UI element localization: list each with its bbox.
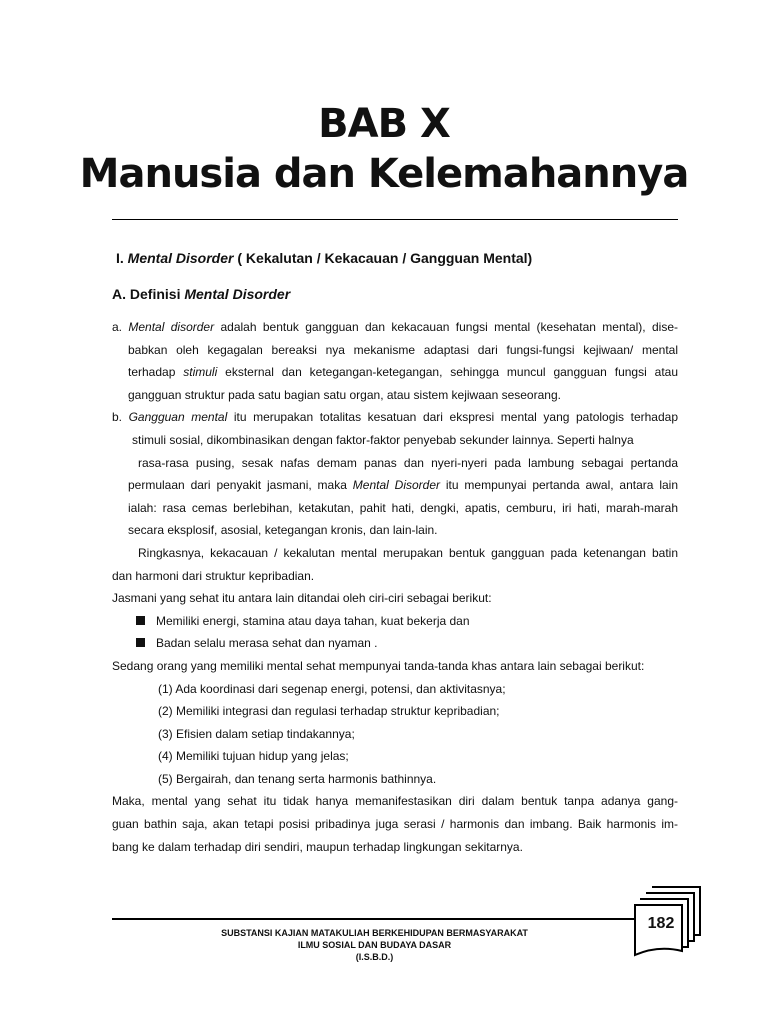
list-item: [112, 610, 678, 633]
term: Mental Disorder: [352, 478, 441, 493]
paragraph-line: stimuli sosial, dikombinasikan dengan faktor-faktor penyebab sekunder lainnya. Seperti halnya: [132, 432, 634, 447]
text: terhadap: [128, 365, 184, 380]
paragraph-line: Ringkasnya, kekacauan / kekalutan mental merupakan bentuk gangguan pada ketenangan batin: [138, 545, 678, 560]
title-divider: [112, 219, 678, 220]
text: eksternal dan ketegangan-ketegangan, sehingga muncul gangguan fungsi atau: [217, 365, 678, 380]
text: itu mempunyai pertanda awal, antara lain: [440, 478, 679, 493]
body-text: [112, 316, 678, 858]
footer-divider: [112, 918, 638, 920]
paragraph-line: Jasmani yang sehat itu antara lain ditandai oleh ciri-ciri sebagai berikut:: [112, 591, 492, 606]
section-rest: ( Kekalutan / Kekacauan / Gangguan Mental): [233, 250, 533, 266]
chapter-number: BAB X: [318, 101, 450, 147]
paragraph-line: ialah: rasa cemas berlebihan, ketakutan, pahit hati, dengki, apatis, cemburu, iri hati, marah-marah: [128, 500, 678, 515]
paragraph-line: rasa-rasa pusing, sesak nafas demam panas dan nyeri-nyeri pada lambung sebagai pertanda: [138, 455, 678, 470]
text: permulaan dari penyakit jasmani, maka: [128, 478, 353, 493]
item-label: a.: [112, 320, 129, 334]
paragraph-line: dan harmoni dari struktur kepribadian.: [112, 568, 315, 583]
text: adalah bentuk gangguan dan kekacauan fungsi mental (kesehatan mental), dise-: [214, 320, 678, 334]
numbered-item: (1) Ada koordinasi dari segenap energi, potensi, dan aktivitasnya;: [158, 681, 506, 696]
term: Gangguan mental: [128, 410, 228, 425]
paragraph-line: guan bathin saja, akan tetapi posisi pribadinya juga serasi / harmonis dan imbang. Baik harmonis im-: [112, 817, 678, 832]
page-number: 182: [647, 915, 675, 932]
list-item: [112, 632, 678, 655]
footer-line-3: (I.S.B.D.): [355, 952, 394, 962]
list-item-text: Memiliki energi, stamina atau daya tahan, kuat bekerja dan: [156, 613, 470, 628]
list-item-text: Badan selalu merasa sehat dan nyaman .: [156, 636, 378, 651]
text: itu merupakan totalitas kesatuan dari ekspresi mental yang patologis terhadap: [227, 410, 678, 425]
footer-line-1: SUBSTANSI KAJIAN MATAKULIAH BERKEHIDUPAN BERMASYARAKAT: [221, 928, 528, 938]
numbered-item: (5) Bergairah, dan tenang serta harmonis bathinnya.: [158, 771, 437, 786]
paragraph-line: Sedang orang yang memiliki mental sehat mempunyai tanda-tanda khas antara lain sebagai berikut:: [112, 658, 645, 673]
subsection-heading: [112, 286, 290, 302]
chapter-title: Manusia dan Kelemahannya: [79, 151, 689, 197]
paragraph-line: bang ke dalam terhadap diri sendiri, maupun terhadap lingkungan sekitarnya.: [112, 839, 523, 854]
numbered-item: (4) Memiliki tujuan hidup yang jelas;: [158, 749, 349, 764]
paragraph-line: [112, 406, 678, 429]
bullet-square-icon: [136, 616, 145, 625]
bullet-square-icon: [136, 638, 145, 647]
term: stimuli: [183, 365, 218, 380]
paragraph-line: [112, 474, 678, 497]
numbered-item: (3) Efisien dalam setiap tindakannya;: [158, 726, 355, 741]
section-heading: [116, 250, 532, 266]
paragraph-line: gangguan struktur pada satu bagian satu organ, atau sistem kejiwaan seseorang.: [128, 387, 561, 402]
section-term: Mental Disorder: [127, 250, 234, 266]
paragraph-line: [112, 316, 678, 339]
paragraph-line: babkan oleh kegagalan bereaksi nya mekanisme adaptasi dari fungsi-fungsi kejiwaan/ mental: [128, 342, 678, 357]
subsection-prefix: A. Definisi: [112, 286, 185, 302]
paragraph-line: Maka, mental yang sehat itu tidak hanya memanifestasikan diri dalam bentuk tanpa adanya gang-: [112, 794, 678, 809]
numbered-item: (2) Memiliki integrasi dan regulasi terhadap struktur kepribadian;: [158, 704, 500, 719]
item-label: b.: [112, 410, 129, 425]
footer-line-2: ILMU SOSIAL DAN BUDAYA DASAR: [297, 940, 452, 950]
subsection-term: Mental Disorder: [184, 286, 291, 302]
section-number: I.: [116, 250, 124, 266]
paragraph-line: secara eksplosif, asosial, ketegangan kronis, dan lain-lain.: [128, 523, 438, 538]
term: Mental disorder: [128, 320, 215, 334]
paragraph-line: [112, 361, 678, 384]
footer: [112, 927, 637, 963]
